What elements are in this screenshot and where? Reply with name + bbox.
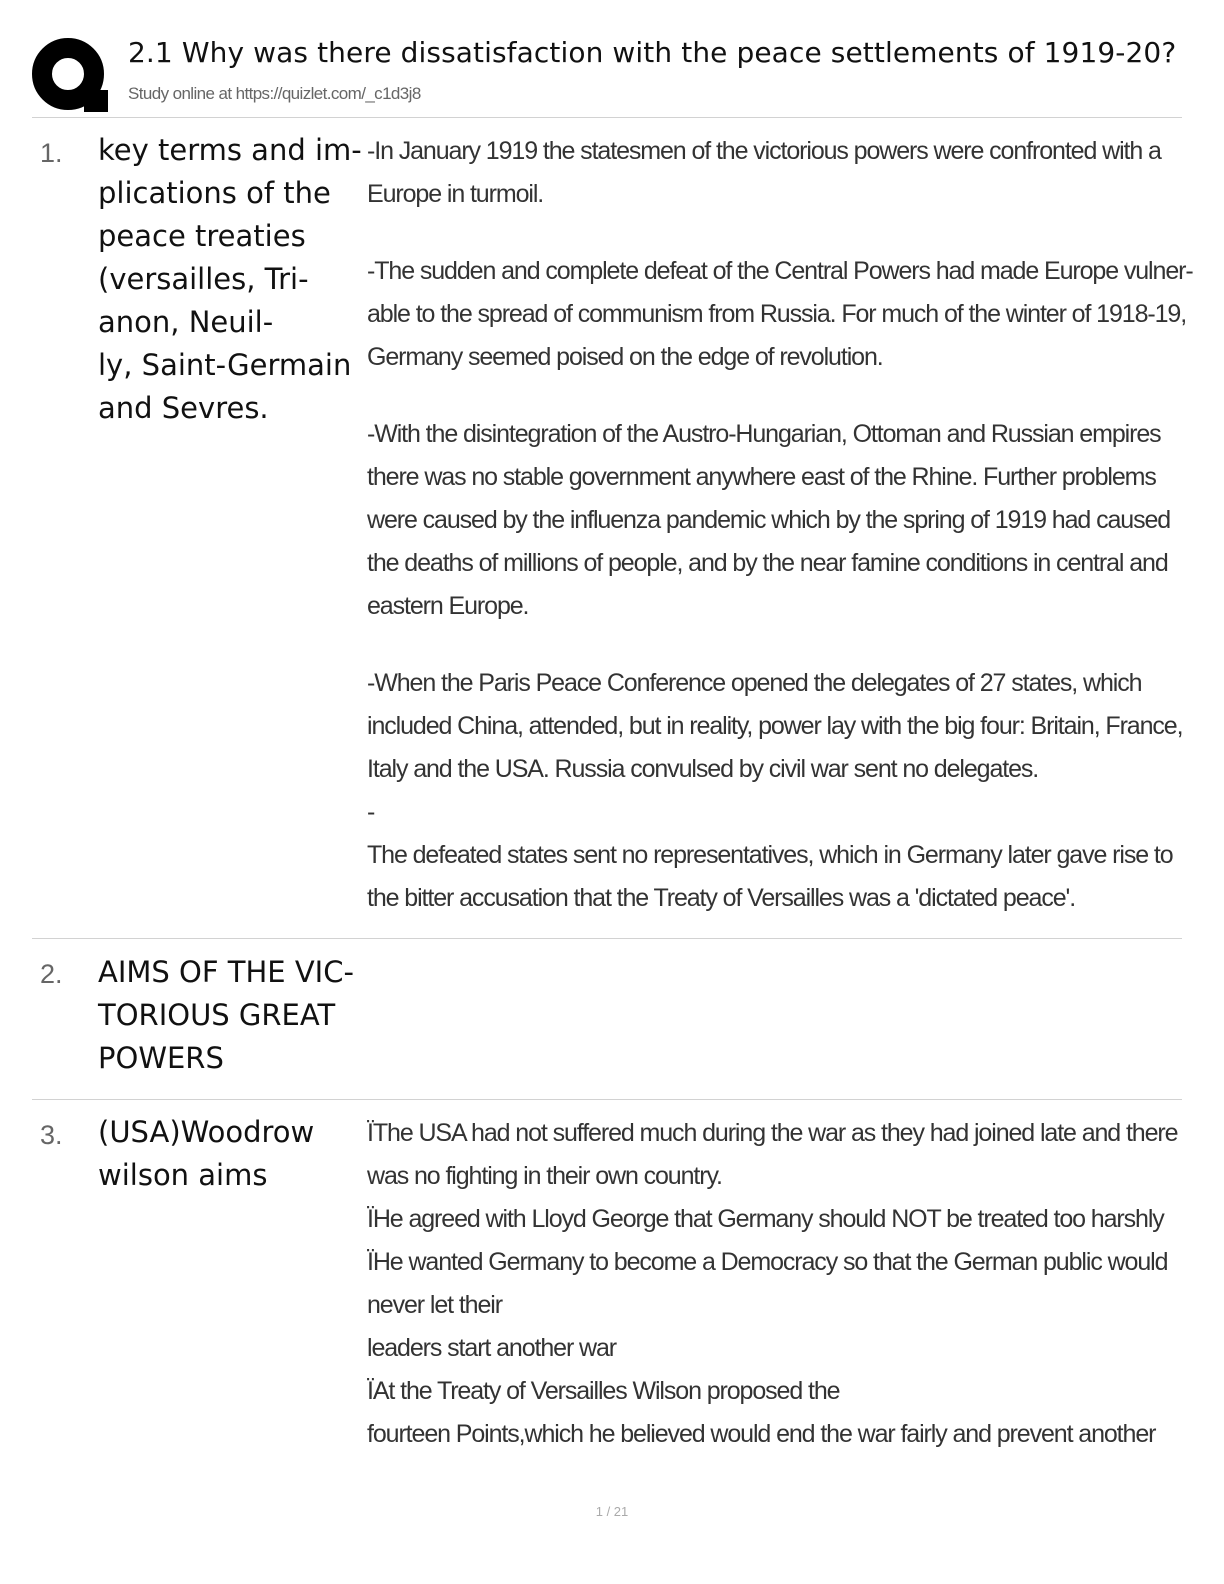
quizlet-logo-icon: [32, 38, 108, 114]
card-definition: [367, 1112, 1177, 1456]
term-line: (USA)Woodrow: [98, 1115, 315, 1149]
term-line: POWERS: [98, 1041, 224, 1075]
definition-line: included China, attended, but in reality, power lay with the big four: Britain, France,: [367, 712, 1183, 740]
term-line: (versailles, Tri-: [98, 262, 309, 296]
definition-line: -When the Paris Peace Conference opened the delegates of 27 states, which: [367, 669, 1142, 697]
definition-line: the deaths of millions of people, and by the near famine conditions in central and: [367, 549, 1168, 577]
card-term: [98, 1111, 360, 1197]
card-number: 3.: [40, 1120, 63, 1150]
definition-line: never let their: [367, 1291, 502, 1319]
definition-line: the bitter accusation that the Treaty of Versailles was a 'dictated peace'.: [367, 884, 1076, 912]
term-line: peace treaties: [98, 219, 306, 253]
divider: [32, 938, 1182, 939]
definition-line: ÏHe agreed with Lloyd George that Germany should NOT be treated too harshly: [367, 1205, 1164, 1233]
definition-line: -With the disintegration of the Austro-Hungarian, Ottoman and Russian empires: [367, 420, 1161, 448]
study-online-link[interactable]: Study online at https://quizlet.com/_c1d3j8: [128, 84, 421, 103]
page-header: [32, 30, 1182, 116]
definition-line: eastern Europe.: [367, 592, 529, 620]
definition-line: there was no stable government anywhere east of the Rhine. Further problems: [367, 463, 1156, 491]
term-line: and Sevres.: [98, 391, 269, 425]
definition-line: -: [367, 798, 375, 826]
definition-line: able to the spread of communism from Russia. For much of the winter of 1918-19,: [367, 300, 1187, 328]
term-line: anon, Neuil-: [98, 305, 274, 339]
definition-line: -In January 1919 the statesmen of the victorious powers were confronted with a: [367, 137, 1161, 165]
definition-line: Germany seemed poised on the edge of revolution.: [367, 343, 883, 371]
definition-line: The defeated states sent no representatives, which in Germany later gave rise to: [367, 841, 1173, 869]
term-line: ly, Saint-Germain: [98, 348, 352, 382]
divider: [32, 1099, 1182, 1100]
card-number: 2.: [40, 959, 63, 989]
definition-line: were caused by the influenza pandemic which by the spring of 1919 had caused: [367, 506, 1171, 534]
term-line: key terms and im-: [98, 133, 362, 167]
term-line: TORIOUS GREAT: [98, 998, 336, 1032]
page-title: 2.1 Why was there dissatisfaction with the peace settlements of 1919-20?: [128, 36, 1177, 69]
definition-line: Europe in turmoil.: [367, 180, 544, 208]
definition-line: was no fighting in their own country.: [367, 1162, 722, 1190]
definition-line: fourteen Points,which he believed would end the war fairly and prevent another: [367, 1420, 1156, 1448]
divider: [32, 117, 1182, 118]
card-term: [98, 129, 360, 430]
definition-line: ÏThe USA had not suffered much during the war as they had joined late and there: [367, 1119, 1178, 1147]
card-term: [98, 951, 360, 1080]
definition-line: leaders start another war: [367, 1334, 617, 1362]
term-line: AIMS OF THE VIC-: [98, 955, 354, 989]
card-definition: [367, 130, 1193, 920]
card-number: 1.: [40, 138, 63, 168]
term-line: plications of the: [98, 176, 331, 210]
definition-line: ÏHe wanted Germany to become a Democracy so that the German public would: [367, 1248, 1168, 1276]
definition-line: -The sudden and complete defeat of the Central Powers had made Europe vulner-: [367, 257, 1193, 285]
term-line: wilson aims: [98, 1158, 268, 1192]
page-number: 1 / 21: [595, 1504, 629, 1519]
definition-line: ÏAt the Treaty of Versailles Wilson proposed the: [367, 1377, 840, 1405]
definition-line: Italy and the USA. Russia convulsed by civil war sent no delegates.: [367, 755, 1039, 783]
